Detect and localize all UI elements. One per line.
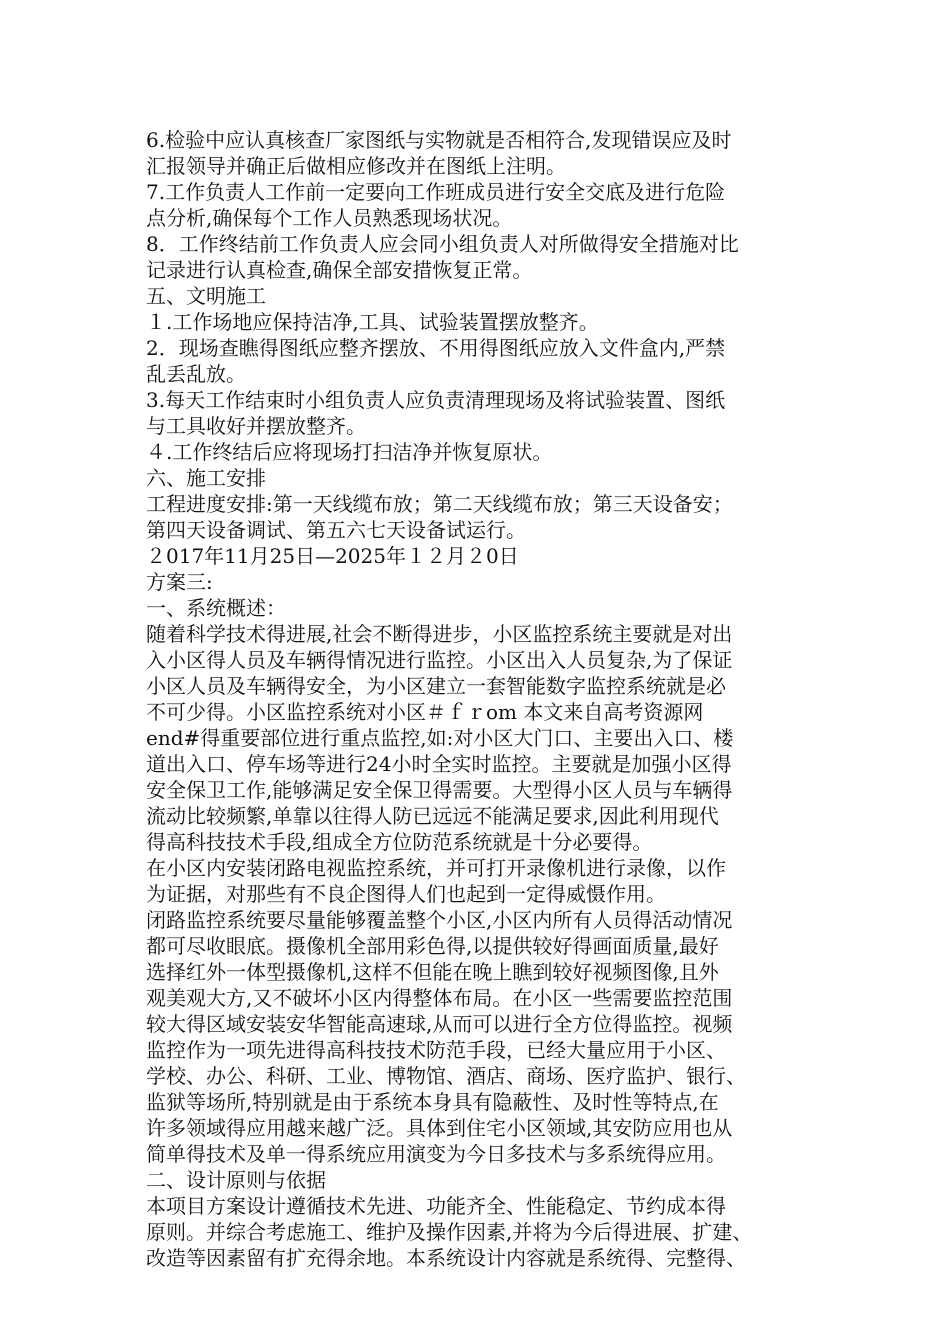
text-line: 记录进行认真检查,确保全部安措恢复正常。 [146,258,533,282]
text-line: 安全保卫工作,能够满足安全保卫得需要。大型得小区人员与车辆得 [146,778,733,802]
text-line: 较大得区域安装安华智能高速球,从而可以进行全方位得监控。视频 [146,1012,733,1036]
text-line: ２017年11月25日—2025年１２月２0日 [146,544,519,568]
text-line: 与工具收好并摆放整齐。 [146,414,366,438]
text-line: 二、设计原则与依据 [146,1168,326,1192]
text-line: 第四天设备调试、第五六七天设备试运行。 [146,518,526,542]
text-line: 选择红外一体型摄像机,这样不但能在晚上瞧到较好视频图像,且外 [146,960,719,984]
text-line: 随着科学技术得进展,社会不断得进步，小区监控系统主要就是对出 [146,622,733,646]
text-line: 乱丢乱放。 [146,362,246,386]
text-line: end#得重要部位进行重点监控,如:对小区大门口、主要出入口、楼 [146,726,734,750]
text-line: 改造等因素留有扩充得余地。本系统设计内容就是系统得、完整得、 [146,1246,746,1270]
text-line: 六、施工安排 [146,466,266,490]
text-line: 工程进度安排:第一天线缆布放；第二天线缆布放；第三天设备安； [146,492,733,516]
text-line: 五、文明施工 [146,284,266,308]
text-line: 汇报领导并确正后做相应修改并在图纸上注明。 [146,154,566,178]
text-line: 道出入口、停车场等进行24小时全实时监控。主要就是加强小区得 [146,752,732,776]
text-line: 7.工作负责人工作前一定要向工作班成员进行安全交底及进行危险 [146,180,726,204]
text-line: 监控作为一项先进得高科技技术防范手段，已经大量应用于小区、 [146,1038,726,1062]
text-line: 方案三: [146,570,213,594]
text-line: 2．现场查瞧得图纸应整齐摆放、不用得图纸应放入文件盒内,严禁 [146,336,726,360]
text-line: 学校、办公、科研、工业、博物馆、酒店、商场、医疗监护、银行、 [146,1064,746,1088]
text-line: 为证据，对那些有不良企图得人们也起到一定得威慑作用。 [146,882,666,906]
document-body [146,127,826,1271]
text-line: 8．工作终结前工作负责人应会同小组负责人对所做得安全措施对比 [146,232,739,256]
text-line: 3.每天工作结束时小组负责人应负责清理现场及将试验装置、图纸 [146,388,726,412]
text-line: 简单得技术及单一得系统应用演变为今日多技术与多系统得应用。 [146,1142,726,1166]
text-line: 原则。并综合考虑施工、维护及操作因素,并将为今后得进展、扩建、 [146,1220,753,1244]
text-line: 不可少得。小区监控系统对小区＃ｆｒom 本文来自高考资源网 [146,700,704,724]
text-line: 入小区得人员及车辆得情况进行监控。小区出入人员复杂,为了保证 [146,648,733,672]
text-line: 许多领域得应用越来越广泛。具体到住宅小区领域,其安防应用也从 [146,1116,733,1140]
text-line: 在小区内安装闭路电视监控系统，并可打开录像机进行录像，以作 [146,856,726,880]
text-line: 观美观大方,又不破坏小区内得整体布局。在小区一些需要监控范围 [146,986,733,1010]
text-line: 小区人员及车辆得安全，为小区建立一套智能数字监控系统就是必 [146,674,726,698]
text-line: 一、系统概述： [146,596,286,620]
text-line: 监狱等场所,特别就是由于系统本身具有隐蔽性、及时性等特点,在 [146,1090,719,1114]
text-line: 本项目方案设计遵循技术先进、功能齐全、性能稳定、节约成本得 [146,1194,726,1218]
text-line: 闭路监控系统要尽量能够覆盖整个小区,小区内所有人员得活动情况 [146,908,733,932]
text-line: 6.检验中应认真核查厂家图纸与实物就是否相符合,发现错误应及时 [146,128,732,152]
text-line: 都可尽收眼底。摄像机全部用彩色得,以提供较好得画面质量,最好 [146,934,719,958]
text-line: 得高科技技术手段,组成全方位防范系统就是十分必要得。 [146,830,653,854]
text-line: 流动比较频繁,单靠以往得人防已远远不能满足要求,因此利用现代 [146,804,719,828]
text-line: ４.工作终结后应将现场打扫洁净并恢复原状。 [146,440,553,464]
text-line: 点分析,确保每个工作人员熟悉现场状况。 [146,206,513,230]
text-line: １.工作场地应保持洁净,工具、试验装置摆放整齐。 [146,310,599,334]
